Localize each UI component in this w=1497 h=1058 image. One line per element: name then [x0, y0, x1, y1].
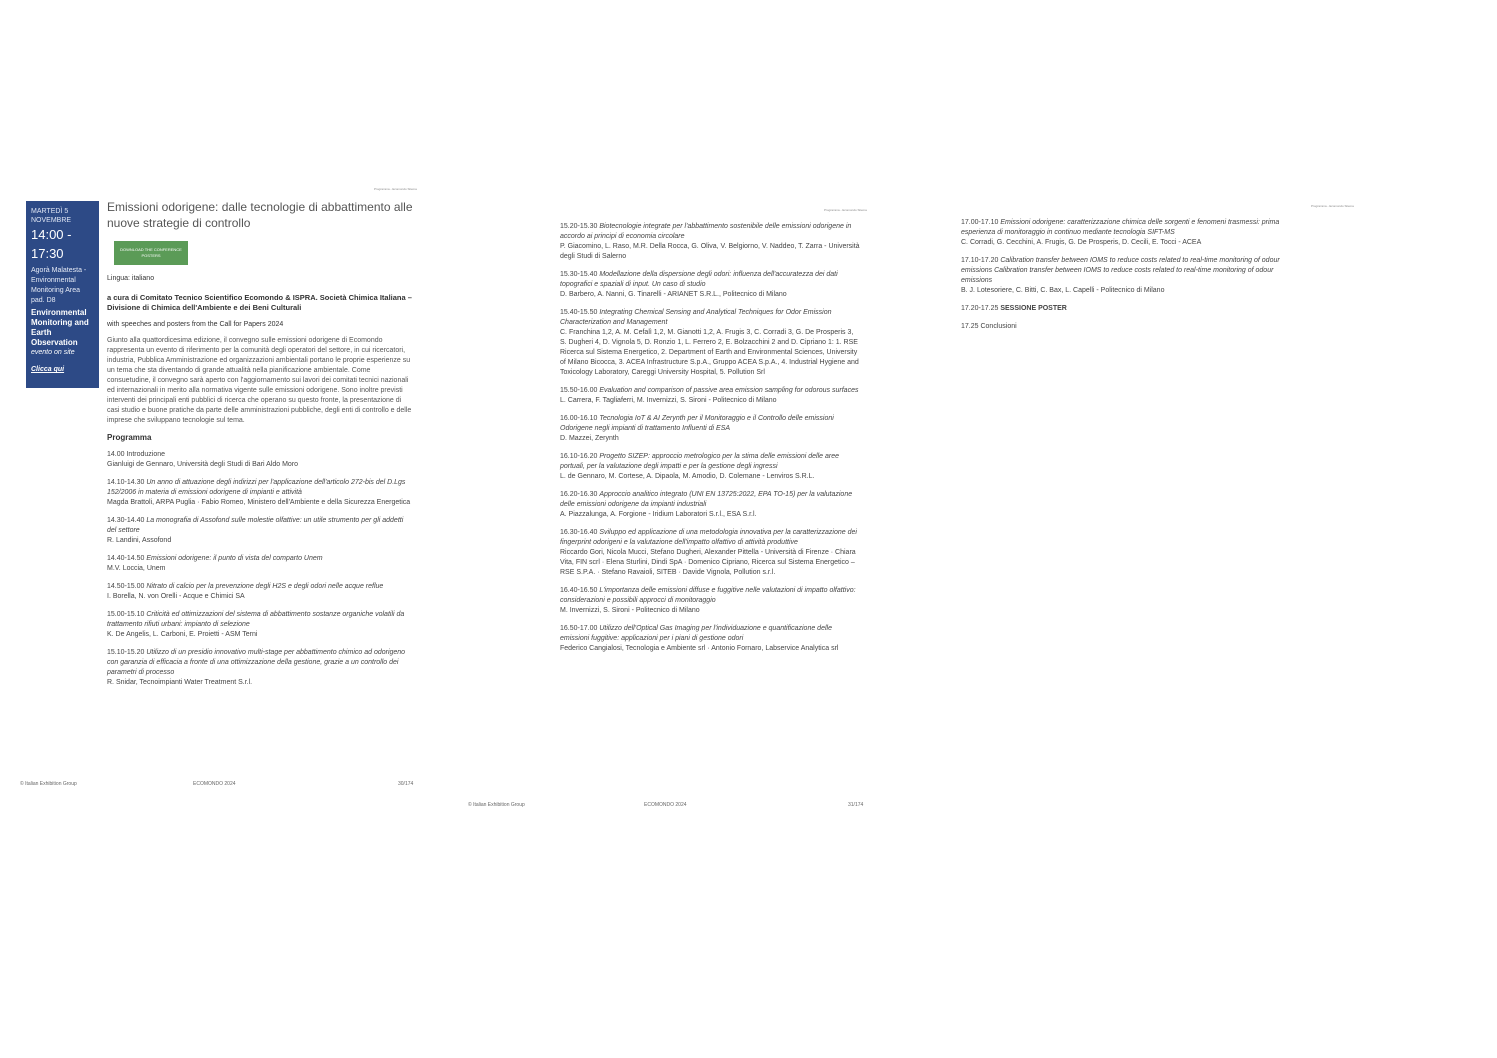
item-title: Biotecnologie integrate per l'abbattimento sostenibile delle emissioni odorigene in accordo ai principi di economia circolare: [560, 223, 852, 240]
item-time: 16.30-16.40: [560, 529, 598, 536]
programme-item: [560, 270, 860, 300]
item-authors: M.V. Loccia, Unem: [107, 565, 166, 572]
item-authors: M. Invernizzi, S. Sironi - Politecnico di Milano: [560, 607, 700, 614]
item-title: SESSIONE POSTER: [1000, 305, 1067, 312]
programme-item: [107, 478, 413, 508]
footer-center: ECOMONDO 2024: [193, 781, 236, 787]
programme-list: [107, 450, 413, 688]
page-1-content: [107, 199, 413, 688]
page-header: Programma - Ecomondo Sitema: [824, 208, 867, 212]
footer-center: ECOMONDO 2024: [644, 802, 687, 808]
footer-page-number: 30/174: [398, 781, 414, 787]
item-title: Tecnologia IoT & AI Zerynth per il Monitoraggio e il Controllo delle emissioni Odorigene negli impianti di trattamento Influenti di ESA: [560, 415, 834, 432]
item-authors: L. Carrera, F. Tagliaferri, M. Invernizzi, S. Sironi - Politecnico di Milano: [560, 397, 777, 404]
footer-left: © Italian Exhibition Group: [468, 802, 525, 808]
event-location: Agorà Malatesta - Environmental Monitoring Area pad. D8: [31, 267, 87, 304]
item-title: Evaluation and comparison of passive area emission sampling for odorous surfaces: [599, 387, 859, 394]
item-title: Sviluppo ed applicazione di una metodologia innovativa per la caratterizzazione dei fingerprint odorigeni e la valutazione dell'impatto olfattivo di attività produttive: [560, 529, 857, 546]
programme-item: [560, 386, 860, 406]
page-1: [18, 183, 422, 793]
item-time: 16.00-16.10: [560, 415, 598, 422]
programme-item: [560, 490, 860, 520]
event-topic: Environmental Monitoring and Earth Observation: [31, 308, 89, 347]
programme-item: [107, 582, 413, 602]
page-header: Programma - Ecomondo Sitema: [374, 187, 417, 191]
footer-page-number: 31/174: [848, 802, 864, 808]
item-time: 14.50-15.00: [107, 583, 145, 590]
programme-item: [961, 256, 1281, 296]
item-time: 15.50-16.00: [560, 387, 598, 394]
programme-item: [560, 222, 860, 262]
item-time: 15.00-15.10: [107, 611, 145, 618]
item-time: 17.10-17.20: [961, 257, 999, 264]
item-authors: R. Snidar, Tecnoimpianti Water Treatment S.r.l.: [107, 679, 253, 686]
page-3: [955, 200, 1359, 360]
item-title: Nitrato di calcio per la prevenzione degli H2S e degli odori nelle acque reflue: [146, 583, 384, 590]
item-title: Integrating Chemical Sensing and Analytical Techniques for Odor Emission Characterization and Management: [560, 309, 832, 326]
programme-item: [560, 528, 860, 578]
programme-item: [560, 308, 860, 378]
item-title: La monografia di Assofond sulle molestie olfattive: un utile strumento per gli addetti del settore: [107, 517, 404, 534]
item-time: 14.30-14.40: [107, 517, 145, 524]
item-time: 16.20-16.30: [560, 491, 598, 498]
item-title: Progetto SIZEP: approccio metrologico per la stima delle emissioni delle aree portuali, per la valutazione degli impatti e per la gestione degli ingressi: [560, 453, 839, 470]
item-time: 15.20-15.30: [560, 223, 598, 230]
event-date: MARTEDÌ 5 NOVEMBRE: [31, 208, 72, 224]
item-time: 16.10-16.20: [560, 453, 598, 460]
programme-item: [961, 322, 1281, 332]
item-time: 15.30-15.40: [560, 271, 598, 278]
item-title: Calibration transfer between IOMS to reduce costs related to real-time monitoring of odour emissions Calibration transfer between IOMS to reduce costs related to real-time monitoring of odour emissions: [961, 257, 1280, 284]
item-authors: Magda Brattoli, ARPA Puglia · Fabio Romeo, Ministero dell'Ambiente e della Sicurezza Energetica: [107, 499, 411, 506]
item-time: 17.25: [961, 323, 979, 330]
programme-item: [107, 554, 413, 574]
programme-item: [560, 624, 860, 654]
language-label: Lingua: italiano: [107, 275, 155, 282]
item-time: 14.40-14.50: [107, 555, 145, 562]
item-title: Utilizzo di un presidio innovativo multi-stage per abbattimento chimico ad odorigeno con garanzia di efficacia a fronte di una ottimizzazione della gestione, grazie a un controllo dei parametri di processo: [107, 649, 406, 676]
item-authors: C. Corradi, G. Cecchini, A. Frugis, G. De Prosperis, D. Cecili, E. Tocci - ACEA: [961, 239, 1202, 246]
item-authors: B. J. Lotesoriere, C. Bitti, C. Bax, L. Capelli - Politecnico di Milano: [961, 287, 1165, 294]
programme-item: [961, 304, 1281, 314]
item-title: Criticità ed ottimizzazioni del sistema di abbattimento sostanze organiche volatili da trattamento rifiuti urbani: impianto di selezione: [107, 611, 405, 628]
item-authors: I. Borella, N. von Orelli - Acque e Chimici SA: [107, 593, 245, 600]
programme-item: [560, 586, 860, 616]
programme-item: [560, 452, 860, 482]
item-time: 15.10-15.20: [107, 649, 145, 656]
item-title: Modellazione della dispersione degli odori: influenza dell'accuratezza dei dati topografici e spaziali di input. Un caso di studio: [560, 271, 838, 288]
item-time: 15.40-15.50: [560, 309, 598, 316]
programma-heading: Programma: [107, 433, 152, 442]
item-title: Conclusioni: [980, 323, 1017, 330]
programme-item: [560, 414, 860, 444]
event-link[interactable]: Clicca qui: [31, 366, 65, 373]
item-title: Utilizzo dell'Optical Gas Imaging per l'individuazione e quantificazione delle emissioni fuggitive: applicazioni per i piani di gestione odori: [560, 625, 832, 642]
item-time: 16.40-16.50: [560, 587, 598, 594]
item-authors: Federico Cangialosi, Tecnologia e Ambiente srl · Antonio Fornaro, Labservice Analytica srl: [560, 645, 839, 652]
item-authors: Riccardo Gori, Nicola Mucci, Stefano Dugheri, Alexander Pittella - Università di Firenze · Chiara Vita, FIN scrl · Elena Sturlini, Dindi SpA · Domenico Cipriano, Ricerca sul Sistema Energetico – RSE S.P.A. · Stefano Ravaioli, SITEB · Davide Vignola, Pollution s.r.l.: [560, 549, 856, 576]
item-authors: R. Landini, Assofond: [107, 537, 172, 544]
item-time: 14.10-14.30: [107, 479, 145, 486]
organizer-text: a cura di Comitato Tecnico Scientifico Ecomondo & ISPRA. Società Chimica Italiana – Divisione di Chimica dell'Ambiente e dei Beni Culturali: [107, 293, 412, 312]
item-authors: A. Piazzalunga, A. Forgione - Iridium Laboratori S.r.l., ESA S.r.l.: [560, 511, 757, 518]
item-authors: C. Franchina 1,2, A. M. Cefalì 1,2, M. Gianotti 1,2, A. Frugis 3, C. Corradi 3, G. De Prosperis 3, S. Dugheri 4, D. Vignola 5, D. Ronzio 1, L. Ferrero 2, E. Bolzacchini 2 and D. Cipriano 1: 1. RSE Ricerca sul Sistema Energetico, 2. Department of Earth and Environmental Sciences, University of Milano Bicocca, 3. ACEA Infrastructure S.p.A., Gruppo ACEA S.p.A., 4. Industrial Hygiene and Toxicology Laboratory, Careggi University Hospital, 5. Pollution Srl: [560, 329, 859, 376]
item-authors: P. Giacomino, L. Raso, M.R. Della Rocca, G. Oliva, V. Belgiorno, V. Naddeo, T. Zarra - Università degli Studi di Salerno: [560, 243, 860, 260]
item-authors: K. De Angelis, L. Carboni, E. Proietti - ASM Terni: [107, 631, 258, 638]
page-2: [468, 204, 872, 814]
programme-item: [107, 516, 413, 546]
item-time: 14.00: [107, 451, 125, 458]
item-title: Emissioni odorigene: caratterizzazione chimica delle sorgenti e fenomeni trasmessi: prima esperienza di monitoraggio in continuo mediante tecnologia SIFT-MS: [961, 219, 1280, 236]
item-title: Approccio analitico integrato (UNI EN 13725:2022, EPA TO-15) per la valutazione delle emissioni odorigene da impianti industriali: [560, 491, 853, 508]
item-time: 17.00-17.10: [961, 219, 999, 226]
item-title: Un anno di attuazione degli indirizzi per l'applicazione dell'articolo 272-bis del D.Lgs 152/2006 in materia di emissioni odorigene di impianti e attività: [107, 479, 406, 496]
item-title: L'importanza delle emissioni diffuse e fuggitive nelle valutazioni di impatto olfattivo: considerazioni e possibili approcci di monitoraggio: [560, 587, 856, 604]
item-authors: D. Mazzei, Zerynth: [560, 435, 619, 442]
programme-item: [107, 648, 413, 688]
item-time: 16.50-17.00: [560, 625, 598, 632]
event-time: 14:00 - 17:30: [31, 227, 72, 261]
event-mode: evento on site: [31, 349, 75, 356]
description-text: Giunto alla quattordicesima edizione, il convegno sulle emissioni odorigene di Ecomondo rappresenta un evento di riferimento per la comunità degli operatori del settore, in cui ricercatori, industria, Pubblica Amministrazione ed organizzazioni ambientali portano le proprie esperienze su un tema che sta diventando di grande attualità nella pianificazione ambientale. Come consuetudine, il convegno sarà aperto con l'aggiornamento sui lavori dei comitati tecnici nazionali ed internazionali in merito alla normativa vigente sulle emissioni odorigene. Sono inoltre previsti interventi dei principali enti pubblici di ricerca che operano su questo fronte, la presentazione di casi studio e buone pratiche da parte delle amministrazioni pubbliche, degli enti di controllo e delle imprese che sviluppano tecnologie sul tema.: [107, 337, 412, 424]
programme-item: [107, 450, 413, 470]
programme-item: [107, 610, 413, 640]
item-title: Emissioni odorigene: il punto di vista del comparto Unem: [146, 555, 323, 562]
programme-list: [961, 218, 1281, 332]
item-title: Introduzione: [126, 451, 166, 458]
item-authors: D. Barbero, A. Nanni, G. Tinarelli - ARIANET S.R.L., Politecnico di Milano: [560, 291, 787, 298]
item-authors: L. de Gennaro, M. Cortese, A. Dipaola, M. Amodio, D. Colemane - Lenviros S.R.L.: [560, 473, 815, 480]
footer-left: © Italian Exhibition Group: [20, 781, 77, 787]
speeches-note: with speeches and posters from the Call for Papers 2024: [107, 321, 284, 328]
item-authors: Gianluigi de Gennaro, Università degli Studi di Bari Aldo Moro: [107, 461, 299, 468]
page-title: Emissioni odorigene: dalle tecnologie di abbattimento alle nuove strategie di controllo: [107, 200, 413, 230]
download-posters-button[interactable]: DOWNLOAD THE CONFERENCE POSTERS: [114, 241, 188, 265]
programme-item: [961, 218, 1281, 248]
event-sidebar: [26, 201, 99, 388]
programme-list: [560, 222, 860, 654]
item-time: 17.20-17.25: [961, 305, 999, 312]
page-header: Programma - Ecomondo Sitema: [1311, 204, 1354, 208]
